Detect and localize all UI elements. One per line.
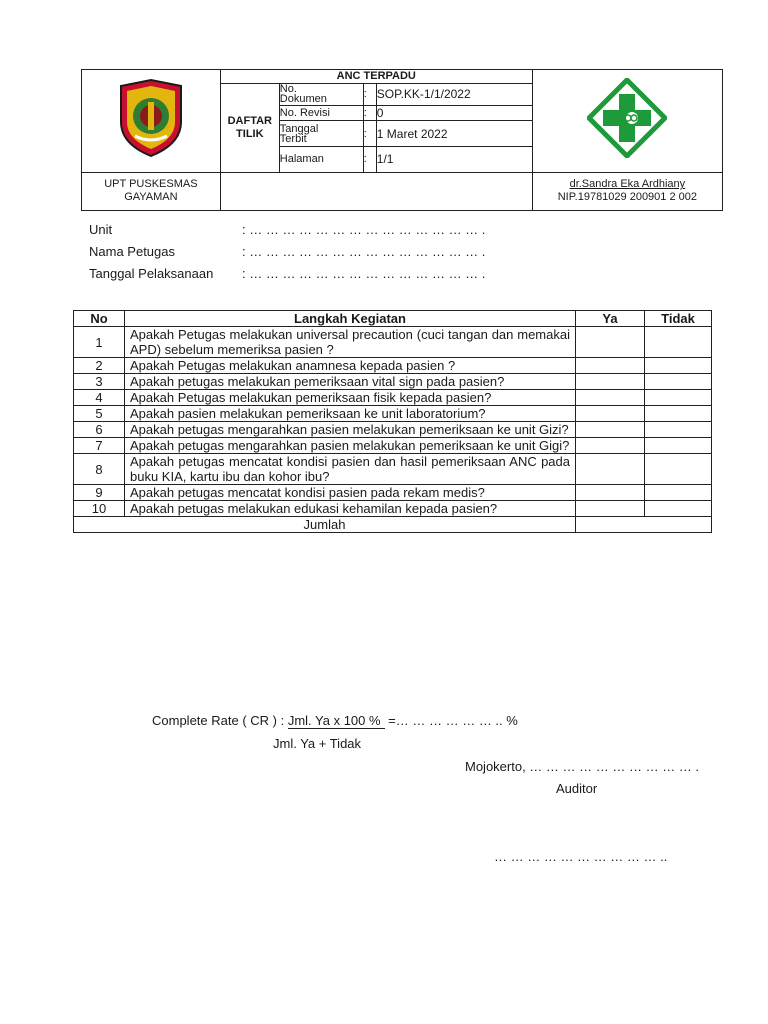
header-step: Langkah Kegiatan xyxy=(125,311,576,327)
total-row xyxy=(74,517,712,533)
table-row: 6 Apakah petugas mengarahkan pasien melakukan pemeriksaan ke unit Gizi? xyxy=(74,422,712,438)
signature-place-date[interactable]: Mojokerto, … … … … … … … … … … . xyxy=(465,759,700,774)
table-row: 8 Apakah petugas mencatat kondisi pasien dan hasil pemeriksaan ANC pada buku KIA, kartu ibu dan kohor ibu? xyxy=(74,454,712,485)
checklist-table xyxy=(73,310,712,533)
formula-result: =… … … … … … .. % xyxy=(384,713,518,728)
header-no-answer: Tidak xyxy=(645,311,712,327)
signer-cell xyxy=(532,172,722,210)
yes-checkbox[interactable] xyxy=(576,358,645,374)
step-text: Apakah petugas mencatat kondisi pasien pada rekam medis? xyxy=(125,485,576,501)
health-logo-cell xyxy=(532,70,722,173)
yes-checkbox[interactable] xyxy=(576,454,645,485)
step-text: Apakah petugas mengarahkan pasien melakukan pemeriksaan ke unit Gizi? xyxy=(125,422,576,438)
org-name: UPT PUSKESMAS GAYAMAN xyxy=(104,178,198,203)
yes-checkbox[interactable] xyxy=(576,422,645,438)
regency-seal-cell xyxy=(82,70,221,173)
info-nama-petugas-value[interactable]: : … … … … … … … … … … … … … … . xyxy=(242,244,486,259)
formula-numerator: Jml. Ya x 100 % xyxy=(288,713,385,729)
document-header xyxy=(81,69,723,211)
meta-row-revision: No. Revisi : 0 xyxy=(280,106,532,121)
yes-checkbox[interactable] xyxy=(576,485,645,501)
info-label: Nama Petugas xyxy=(89,244,175,259)
formula-denominator: Jml. Ya + Tidak xyxy=(273,736,362,751)
meta-row-issue-date: Tanggal Terbit : 1 Maret 2022 xyxy=(280,121,532,147)
yes-checkbox[interactable] xyxy=(576,501,645,517)
info-unit xyxy=(89,222,112,237)
table-row: 4 Apakah Petugas melakukan pemeriksaan fisik kepada pasien? xyxy=(74,390,712,406)
meta-row-doc-number: No. Dokumen : SOP.KK-1/1/2022 xyxy=(280,84,532,106)
no-checkbox[interactable] xyxy=(645,422,712,438)
info-nama-petugas xyxy=(89,244,175,259)
table-row: 5 Apakah pasien melakukan pemeriksaan ke unit laboratorium? xyxy=(74,406,712,422)
no-checkbox[interactable] xyxy=(645,374,712,390)
info-unit-value[interactable]: : … … … … … … … … … … … … … … . xyxy=(242,222,486,237)
no-checkbox[interactable] xyxy=(645,327,712,358)
step-text: Apakah petugas melakukan edukasi kehamilan kepada pasien? xyxy=(125,501,576,517)
meta-label: No. Dokumen xyxy=(279,83,327,106)
yes-checkbox[interactable] xyxy=(576,374,645,390)
complete-rate-formula xyxy=(152,713,518,729)
info-tanggal xyxy=(89,266,213,281)
regency-seal-icon xyxy=(115,78,187,158)
header-no: No xyxy=(74,311,125,327)
step-text: Apakah Petugas melakukan universal precaution (cuci tangan dan memakai APD) sebelum memeriksa pasien ? xyxy=(125,327,576,358)
table-row: 7 Apakah petugas mengarahkan pasien melakukan pemeriksaan ke unit Gigi? xyxy=(74,438,712,454)
step-text: Apakah petugas melakukan pemeriksaan vital sign pada pasien? xyxy=(125,374,576,390)
no-checkbox[interactable] xyxy=(645,390,712,406)
table-row: 3 Apakah petugas melakukan pemeriksaan vital sign pada pasien? xyxy=(74,374,712,390)
total-label: Jumlah xyxy=(74,517,576,533)
meta-label: Tanggal Terbit xyxy=(279,122,319,145)
info-label: Tanggal Pelaksanaan xyxy=(89,266,214,281)
org-name-cell xyxy=(82,172,221,210)
empty-cell xyxy=(220,172,532,210)
signature-role: Auditor xyxy=(556,781,598,796)
header-yes: Ya xyxy=(576,311,645,327)
no-checkbox[interactable] xyxy=(645,406,712,422)
no-checkbox[interactable] xyxy=(645,358,712,374)
meta-value: 1/1 xyxy=(376,147,531,172)
meta-row-page: Halaman : 1/1 xyxy=(280,147,532,172)
step-text: Apakah petugas mencatat kondisi pasien dan hasil pemeriksaan ANC pada buku KIA, kartu ibu dan kohor ibu? xyxy=(125,454,576,485)
step-text: Apakah Petugas melakukan pemeriksaan fisik kepada pasien? xyxy=(125,390,576,406)
document-title: ANC TERPADU xyxy=(221,70,532,83)
step-text: Apakah Petugas melakukan anamnesa kepada pasien ? xyxy=(125,358,576,374)
total-value-cell[interactable] xyxy=(576,517,712,533)
info-tanggal-value[interactable]: : … … … … … … … … … … … … … … . xyxy=(242,266,486,281)
no-checkbox[interactable] xyxy=(645,438,712,454)
document-type: DAFTAR TILIK xyxy=(221,83,280,172)
table-row: 2 Apakah Petugas melakukan anamnesa kepada pasien ? xyxy=(74,358,712,374)
signer-nip: NIP.19781029 200901 2 002 xyxy=(557,191,697,203)
checklist-header-row xyxy=(74,311,712,327)
title-cell xyxy=(220,70,532,173)
step-text: Apakah pasien melakukan pemeriksaan ke unit laboratorium? xyxy=(125,406,576,422)
meta-label: Halaman xyxy=(280,147,364,172)
table-row: 1 Apakah Petugas melakukan universal precaution (cuci tangan dan memakai APD) sebelum memeriksa pasien ? xyxy=(74,327,712,358)
formula-label: Complete Rate ( CR ) : xyxy=(152,713,288,728)
meta-label: No. Revisi xyxy=(280,106,364,121)
yes-checkbox[interactable] xyxy=(576,390,645,406)
no-checkbox[interactable] xyxy=(645,485,712,501)
yes-checkbox[interactable] xyxy=(576,438,645,454)
table-row: 10 Apakah petugas melakukan edukasi kehamilan kepada pasien? xyxy=(74,501,712,517)
yes-checkbox[interactable] xyxy=(576,327,645,358)
signer-name: dr.Sandra Eka Ardhiany xyxy=(569,178,686,190)
no-checkbox[interactable] xyxy=(645,454,712,485)
meta-value: 0 xyxy=(376,106,531,121)
step-text: Apakah petugas mengarahkan pasien melakukan pemeriksaan ke unit Gigi? xyxy=(125,438,576,454)
no-checkbox[interactable] xyxy=(645,501,712,517)
info-label: Unit xyxy=(89,222,113,237)
health-cross-logo-icon xyxy=(587,78,667,158)
meta-value: SOP.KK-1/1/2022 xyxy=(376,84,531,106)
yes-checkbox[interactable] xyxy=(576,406,645,422)
meta-value: 1 Maret 2022 xyxy=(376,121,531,147)
signature-line[interactable]: … … … … … … … … … … .. xyxy=(494,849,668,864)
table-row: 9 Apakah petugas mencatat kondisi pasien pada rekam medis? xyxy=(74,485,712,501)
